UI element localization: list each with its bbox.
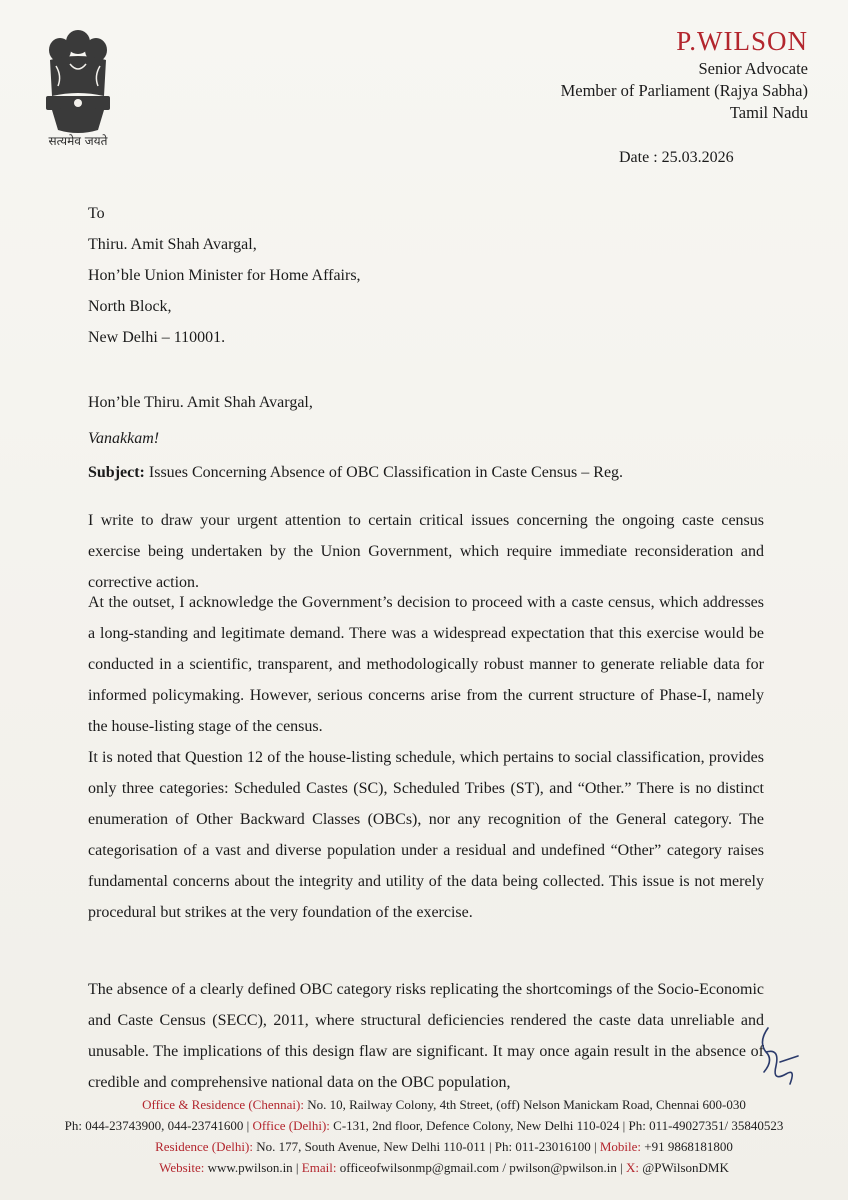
sender-title-1: Senior Advocate <box>698 59 808 78</box>
footer-mobile-label: Mobile: <box>599 1139 642 1154</box>
sender-title-2: Member of Parliament (Rajya Sabha) <box>560 81 808 100</box>
footer-delhi-res-label: Residence (Delhi): <box>155 1139 253 1154</box>
footer-chennai-address: No. 10, Railway Colony, 4th Street, (off) Nelson Manickam Road, Chennai 600-030 <box>303 1097 746 1112</box>
sender-title-3: Tamil Nadu <box>729 103 808 122</box>
address-line: New Delhi – 110001. <box>88 329 226 346</box>
footer-website-label: Website: <box>159 1160 205 1175</box>
subject-text: Issues Concerning Absence of OBC Classification in Caste Census – Reg. <box>144 464 624 481</box>
paragraph-3: It is noted that Question 12 of the house-listing schedule, which pertains to social classification, provides only three categories: Scheduled Castes (SC), Scheduled Tribes (ST), and “Other.” There is no distinct enumeration of Other Backward Classes (OBCs), nor any recognition of the General category. The categorisation of a vast and diverse population under a residual and undefined “Other” category raises fundamental concerns about the integrity and utility of the data being collected. This issue is not merely procedural but strikes at the very foundation of the exercise. <box>88 749 764 921</box>
sender-name: P.WILSON <box>676 26 808 56</box>
paragraph-1: I write to draw your urgent attention to certain critical issues concerning the ongoing caste census exercise being undertaken by the Union Government, which require immediate reconsideration and corrective action. <box>88 512 764 591</box>
footer-chennai-phone: Ph: 044-23743900, 044-23741600 | <box>64 1118 253 1133</box>
footer-mobile: +91 9868181800 <box>641 1139 733 1154</box>
footer-email-label: Email: <box>301 1160 337 1175</box>
footer-x-handle[interactable]: @PWilsonDMK <box>639 1160 729 1175</box>
footer-delhi-residence <box>0 1136 848 1157</box>
footer-delhi-office-address: C-131, 2nd floor, Defence Colony, New Delhi 110-024 | Ph: 011-49027351/ 35840523 <box>329 1118 784 1133</box>
subject-label: Subject: <box>88 464 145 481</box>
footer-chennai-label: Office & Residence (Chennai): <box>142 1097 304 1112</box>
subject-line <box>88 464 623 482</box>
paragraph-2: At the outset, I acknowledge the Government’s decision to proceed with a caste census, which addresses a long-standing and legitimate demand. There was a widespread expectation that this exercise would be conducted in a scientific, transparent, and methodologically robust manner to generate reliable data for informed policymaking. However, serious concerns arise from the current structure of Phase-I, namely the house-listing stage of the census. <box>88 594 764 735</box>
address-to: To <box>88 205 105 222</box>
letter-footer <box>0 1094 848 1178</box>
letterhead <box>561 24 808 124</box>
footer-website-link[interactable]: www.pwilson.in | <box>204 1160 302 1175</box>
salutation: Hon’ble Thiru. Amit Shah Avargal, <box>88 394 313 411</box>
greeting: Vanakkam! <box>88 430 160 447</box>
address-line: Thiru. Amit Shah Avargal, <box>88 236 257 253</box>
address-line: North Block, <box>88 298 172 315</box>
footer-delhi-res-address: No. 177, South Avenue, New Delhi 110-011 | Ph: 011-23016100 | <box>252 1139 600 1154</box>
signature-icon <box>750 1022 810 1092</box>
footer-chennai <box>0 1094 848 1115</box>
paragraph-4: The absence of a clearly defined OBC category risks replicating the shortcomings of the Socio-Economic and Caste Census (SECC), 2011, where structural deficiencies rendered the caste data unreliable and unusable. The implications of this design flaw are significant. It may once again result in the absence of credible and comprehensive national data on the OBC population, <box>88 981 764 1091</box>
footer-delhi-office-label: Office (Delhi): <box>252 1118 330 1133</box>
emblem-motto: सत्यमेव जयते <box>48 134 108 148</box>
letter-date: Date : 25.03.2026 <box>619 149 734 166</box>
recipient-address <box>88 204 361 359</box>
footer-x-label: X: <box>626 1160 640 1175</box>
address-line: Hon’ble Union Minister for Home Affairs, <box>88 267 361 284</box>
footer-online <box>0 1157 848 1178</box>
footer-phones <box>0 1115 848 1136</box>
footer-email-link[interactable]: officeofwilsonmp@gmail.com / pwilson@pwilson.in | <box>336 1160 627 1175</box>
